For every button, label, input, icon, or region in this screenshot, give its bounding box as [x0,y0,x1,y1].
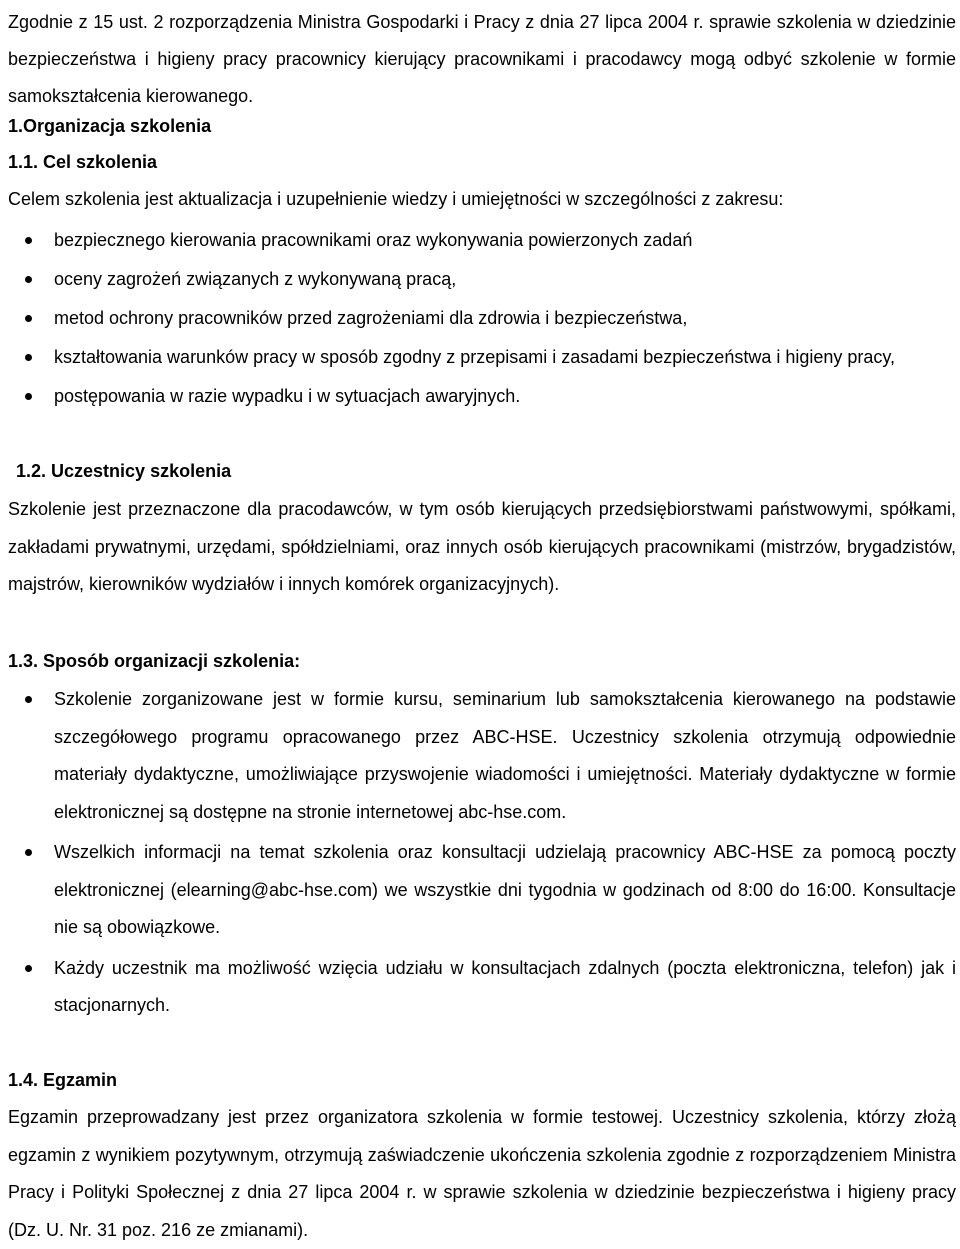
bullet-icon [25,237,32,244]
section-1-1-lead: Celem szkolenia jest aktualizacja i uzupełnienie wiedzy i umiejętności w szczególności z zakresu: [8,189,784,209]
intro-paragraph: Zgodnie z 15 ust. 2 rozporządzenia Ministra Gospodarki i Pracy z dnia 27 lipca 2004 r. sprawie szkolenia w dziedzinie bezpieczeństwa i higieny pracy pracownicy kierujący pracownikami i pracodawcy mogą odbyć szkolenie w formie samokształcenia kierowanego. [8,12,956,106]
section-1-2-heading: 1.2. Uczestnicy szkolenia [16,461,232,481]
bullet-icon [25,354,32,361]
section-1-3-list [8,681,956,1025]
bullet-icon [25,965,32,972]
section-1-1-list [8,221,895,416]
section-1-3-heading: 1.3. Sposób organizacji szkolenia: [8,651,301,671]
section-1-1-heading: 1.1. Cel szkolenia [8,152,158,172]
bullet-icon [25,276,32,283]
list-item: Wszelkich informacji na temat szkolenia oraz konsultacji udzielają pracownicy ABC-HSE za pomocą poczty elektronicznej (elearning@abc-hse.com) we wszystkie dni tygodnia w godzinach od 8:00 do 16:00. Konsultacje nie są obowiązkowe. [8,834,956,947]
list-item: bezpiecznego kierowania pracownikami oraz wykonywania powierzonych zadań [8,221,895,260]
list-item: Szkolenie zorganizowane jest w formie kursu, seminarium lub samokształcenia kierowanego na podstawie szczegółowego programu opracowanego przez ABC-HSE. Uczestnicy szkolenia otrzymują odpowiednie materiały dydaktyczne, umożliwiające przyswojenie wiadomości i umiejętności. Materiały dydaktyczne w formie elektronicznej są dostępne na stronie internetowej abc-hse.com. [8,681,956,831]
bullet-icon [25,315,32,322]
section-1-2-text: Szkolenie jest przeznaczone dla pracodawców, w tym osób kierujących przedsiębiorstwami państwowymi, spółkami, zakładami prywatnymi, urzędami, spółdzielniami, oraz innych osób kierujących pracownikami (mistrzów, brygadzistów, majstrów, kierowników wydziałów i innych komórek organizacyjnych). [8,499,956,594]
list-item: oceny zagrożeń związanych z wykonywaną pracą, [8,260,895,299]
section-1-heading: 1.Organizacja szkolenia [8,116,212,136]
list-item: metod ochrony pracowników przed zagrożeniami dla zdrowia i bezpieczeństwa, [8,299,895,338]
list-item: Każdy uczestnik ma możliwość wzięcia udziału w konsultacjach zdalnych (poczta elektroniczna, telefon) jak i stacjonarnych. [8,950,956,1025]
list-item: postępowania w razie wypadku i w sytuacjach awaryjnych. [8,377,895,416]
bullet-icon [25,696,32,703]
list-item: kształtowania warunków pracy w sposób zgodny z przepisami i zasadami bezpieczeństwa i higieny pracy, [8,338,895,377]
bullet-icon [25,849,32,856]
section-1-4-text: Egzamin przeprowadzany jest przez organizatora szkolenia w formie testowej. Uczestnicy szkolenia, którzy złożą egzamin z wynikiem pozytywnym, otrzymują zaświadczenie ukończenia szkolenia zgodnie z rozporządzeniem Ministra Pracy i Polityki Społecznej z dnia 27 lipca 2004 r. w sprawie szkolenia w dziedzinie bezpieczeństwa i higieny pracy (Dz. U. Nr. 31 poz. 216 ze zmianami). [8,1107,956,1240]
section-1-4-heading: 1.4. Egzamin [8,1070,118,1090]
bullet-icon [25,393,32,400]
